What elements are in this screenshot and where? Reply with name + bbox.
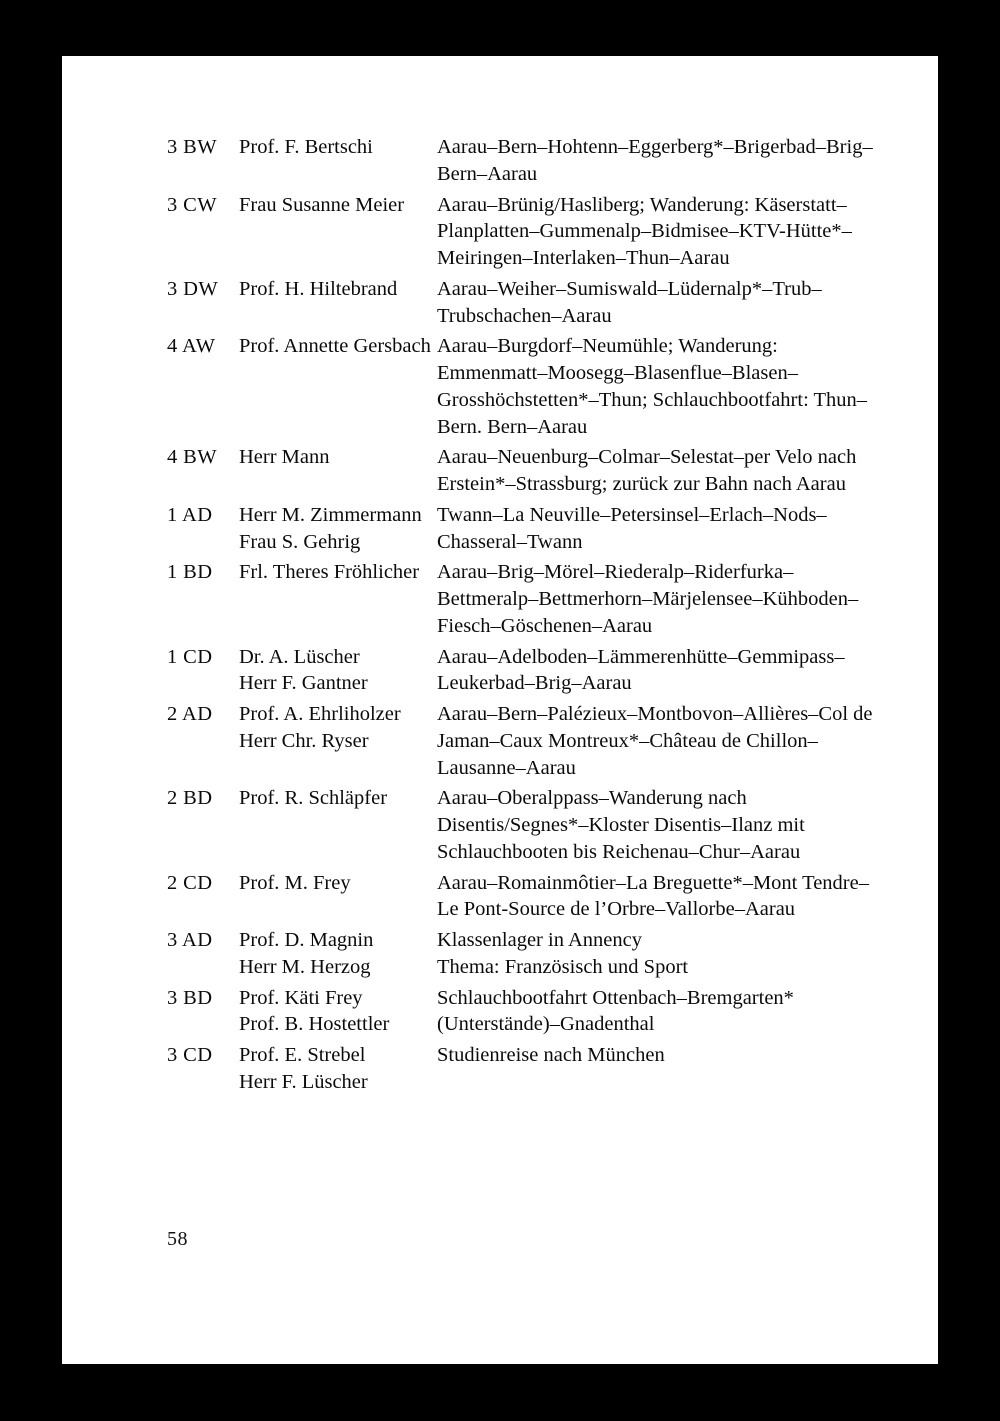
leader-name: Frl. Theres Fröhlicher xyxy=(239,561,420,584)
route-text: Aarau–Neuenburg–Colmar–Selestat–per Velo nach Erstein*–Strassburg; zurück zur Bahn nach Aarau xyxy=(437,446,857,495)
excursion-route xyxy=(437,870,887,928)
table-row xyxy=(167,502,887,560)
excursion-leader xyxy=(239,701,437,785)
table-row xyxy=(167,985,887,1043)
page-number: 58 xyxy=(167,1228,188,1250)
excursion-leader xyxy=(239,870,437,928)
excursion-table xyxy=(167,134,887,1100)
route-text: Aarau–Romainmôtier–La Breguette*–Mont Tendre–Le Pont-Source de l’Orbre–Vallorbe–Aarau xyxy=(437,871,869,921)
table-row xyxy=(167,644,887,702)
leader-name: Prof. D. Magnin xyxy=(239,929,374,951)
leader-name: Prof. F. Bertschi xyxy=(239,136,373,158)
route-text: Studienreise nach München xyxy=(437,1044,665,1066)
table-row xyxy=(167,927,887,985)
excursion-route xyxy=(437,134,887,192)
table-body xyxy=(167,134,887,1100)
route-text: Aarau–Oberalppass–Wanderung nach Disentis/Segnes*–Kloster Disentis–Ilanz mit Schlauchbooten bis Reichenau–Chur–Aarau xyxy=(437,787,805,863)
excursion-code: 1 CD xyxy=(167,645,213,668)
excursion-code: 3 BD xyxy=(167,986,213,1009)
excursion-leader xyxy=(239,333,437,444)
excursion-route xyxy=(437,276,887,334)
route-text: Aarau–Bern–Palézieux–Montbovon–Allières–Col de Jaman–Caux Montreux*–Château de Chillon–Lausanne–Aarau xyxy=(437,703,873,779)
excursion-leader xyxy=(239,1042,437,1100)
table-row xyxy=(167,134,887,192)
excursion-table-container xyxy=(167,134,887,1100)
leader-name: Prof. Annette Gersbach xyxy=(239,335,431,358)
excursion-route xyxy=(437,192,887,276)
excursion-leader xyxy=(239,985,437,1043)
leader-name: Herr Mann xyxy=(239,446,330,469)
excursion-route xyxy=(437,559,887,643)
excursion-leader xyxy=(239,192,437,276)
excursion-leader xyxy=(239,644,437,702)
table-row xyxy=(167,559,887,643)
excursion-route xyxy=(437,444,887,502)
excursion-code: 3 CD xyxy=(167,1044,213,1066)
excursion-route xyxy=(437,644,887,702)
route-text: Aarau–Weiher–Sumiswald–Lüdernalp*–Trub–Trubschachen–Aarau xyxy=(437,277,822,327)
table-row xyxy=(167,192,887,276)
leader-name: Prof. A. Ehrliholzer xyxy=(239,703,401,725)
leader-name: Herr F. Gantner xyxy=(239,672,368,695)
document-page xyxy=(62,56,938,1364)
table-row xyxy=(167,1042,887,1100)
excursion-code: 3 BW xyxy=(167,136,217,158)
excursion-leader xyxy=(239,444,437,502)
table-row xyxy=(167,444,887,502)
route-text: Aarau–Adelboden–Lämmerenhütte–Gemmipass–Leukerbad–Brig–Aarau xyxy=(437,645,845,695)
route-text: Aarau–Bern–Hohtenn–Eggerberg*–Brigerbad–Brig–Bern–Aarau xyxy=(437,136,873,185)
excursion-route xyxy=(437,1042,887,1100)
table-row xyxy=(167,785,887,869)
excursion-leader xyxy=(239,134,437,192)
excursion-code: 2 CD xyxy=(167,871,213,894)
route-text: Schlauchbootfahrt Ottenbach–Bremgarten* (Unterstände)–Gnadenthal xyxy=(437,986,794,1036)
table-row xyxy=(167,870,887,928)
leader-name: Prof. H. Hiltebrand xyxy=(239,277,398,300)
leader-name: Herr M. Zimmermann xyxy=(239,503,422,526)
route-text: Aarau–Brig–Mörel–Riederalp–Riderfurka–Bettmeralp–Bettmerhorn–Märjelensee–Kühboden–Fiesch–Göschenen–Aarau xyxy=(437,561,859,637)
table-row xyxy=(167,333,887,444)
excursion-leader xyxy=(239,276,437,334)
route-text: Aarau–Burgdorf–Neumühle; Wanderung: Emmenmatt–Moosegg–Blasenflue–Blasen–Grosshöchstetten*–Thun; Schlauchbootfahrt: Thun–Bern. Bern–Aarau xyxy=(437,335,868,438)
excursion-leader xyxy=(239,502,437,560)
excursion-code: 3 AD xyxy=(167,929,213,951)
leader-name: Herr F. Lüscher xyxy=(239,1070,368,1093)
leader-name: Prof. M. Frey xyxy=(239,871,351,894)
leader-name: Prof. B. Hostettler xyxy=(239,1013,390,1036)
excursion-code: 4 AW xyxy=(167,335,216,358)
excursion-code: 2 AD xyxy=(167,703,213,725)
route-text: Aarau–Brünig/Hasliberg; Wanderung: Käserstatt–Planplatten–Gummenalp–Bidmisee–KTV-Hütte*–Meiringen–Interlaken–Thun–Aarau xyxy=(437,193,852,269)
table-row xyxy=(167,701,887,785)
excursion-route xyxy=(437,701,887,785)
excursion-code: 1 BD xyxy=(167,561,213,584)
route-text: Klassenlager in Annency Thema: Französisch und Sport xyxy=(437,929,689,978)
excursion-route xyxy=(437,927,887,985)
excursion-code: 4 BW xyxy=(167,446,217,469)
excursion-leader xyxy=(239,927,437,985)
leader-name: Frau S. Gehrig xyxy=(239,530,361,553)
excursion-leader xyxy=(239,785,437,869)
excursion-route xyxy=(437,502,887,560)
excursion-route xyxy=(437,333,887,444)
leader-name: Prof. R. Schläpfer xyxy=(239,787,388,810)
excursion-code: 1 AD xyxy=(167,503,213,526)
excursion-route xyxy=(437,985,887,1043)
route-text: Twann–La Neuville–Petersinsel–Erlach–Nods–Chasseral–Twann xyxy=(437,503,827,553)
leader-name: Herr Chr. Ryser xyxy=(239,729,369,752)
leader-name: Prof. Käti Frey xyxy=(239,986,363,1009)
leader-name: Prof. E. Strebel xyxy=(239,1044,366,1066)
excursion-code: 3 CW xyxy=(167,193,217,216)
excursion-route xyxy=(437,785,887,869)
excursion-leader xyxy=(239,559,437,643)
excursion-code: 2 BD xyxy=(167,787,213,810)
leader-name: Dr. A. Lüscher xyxy=(239,645,360,668)
table-row xyxy=(167,276,887,334)
excursion-code: 3 DW xyxy=(167,277,219,300)
leader-name: Frau Susanne Meier xyxy=(239,193,405,216)
leader-name: Herr M. Herzog xyxy=(239,955,371,978)
